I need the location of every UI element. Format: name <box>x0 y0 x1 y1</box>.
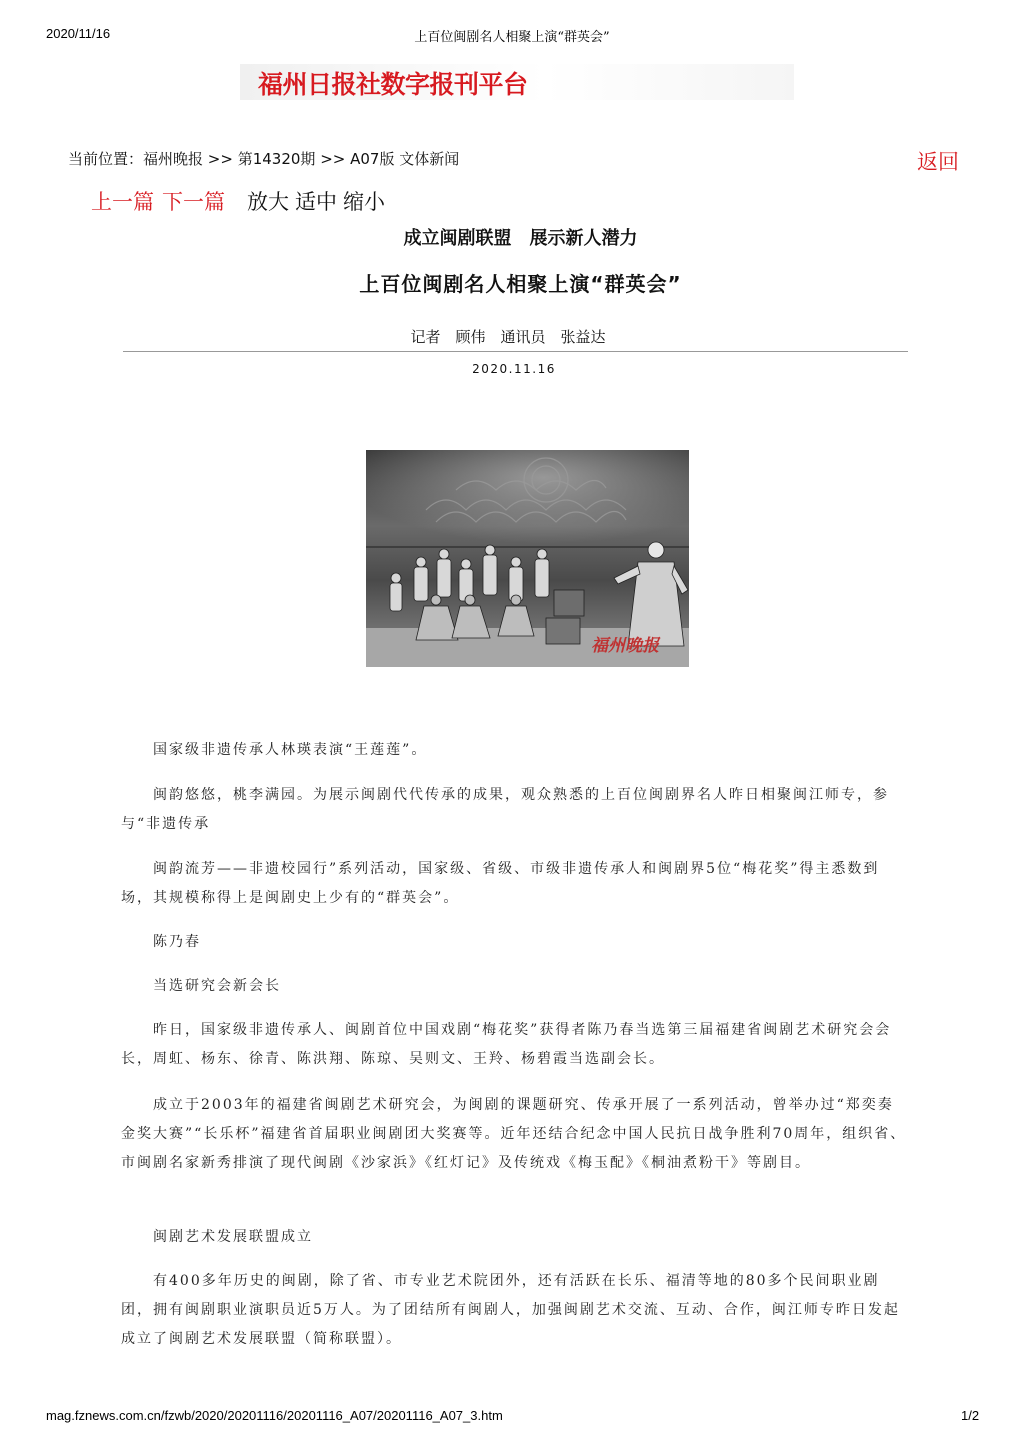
zoom-fit-link[interactable]: 适中 <box>295 190 337 214</box>
zoom-in-link[interactable]: 放大 <box>247 190 289 214</box>
article-paragraph: 有400多年历史的闽剧，除了省、市专业艺术院团外，还有活跃在长乐、福清等地的80多个民间职业剧团，拥有闽剧职业演职员近5万人。为了团结所有闽剧人，加强闽剧艺术交流、互动、合作，闽江师专昨日发起成立了闽剧艺术发展联盟（简称联盟）。 <box>121 1273 900 1347</box>
masthead-title: 福州日报社数字报刊平台 <box>258 70 528 99</box>
article-paragraph: 成立于2003年的福建省闽剧艺术研究会，为闽剧的课题研究、传承开展了一系列活动，曾举办过“郑奕奏金奖大赛”“长乐杯”福建省首届职业闽剧团大奖赛等。近年还结合纪念中国人民抗日战争胜利70周年，组织省、市闽剧名家新秀排演了现代闽剧《沙家浜》《红灯记》及传统戏《梅玉配》《桐油煮粉干》等剧目。 <box>121 1097 907 1171</box>
article-paragraph: 陈乃春 <box>153 934 201 950</box>
next-article-link[interactable]: 下一篇 <box>162 190 225 214</box>
print-url: mag.fznews.com.cn/fzwb/2020/20201116/20201116_A07/20201116_A07_3.htm <box>46 1408 503 1423</box>
article-byline: 记者 顾伟 通讯员 张益达 <box>410 328 606 346</box>
article-subtitle: 成立闽剧联盟 展示新人潜力 <box>403 228 638 249</box>
breadcrumb <box>68 148 459 169</box>
breadcrumb-separator: >> <box>315 150 351 168</box>
zoom-out-link[interactable]: 缩小 <box>343 190 385 214</box>
article-paragraph: 闽剧艺术发展联盟成立 <box>153 1229 313 1245</box>
article-paragraph: 国家级非遗传承人林瑛表演“王莲莲”。 <box>153 742 428 758</box>
breadcrumb-separator: >> <box>203 150 238 168</box>
breadcrumb-prefix: 当前位置： <box>68 150 144 168</box>
back-link[interactable]: 返回 <box>917 150 959 174</box>
prev-article-link[interactable]: 上一篇 <box>91 190 154 214</box>
article-title: 上百位闽剧名人相聚上演“群英会” <box>359 272 682 296</box>
article-nav <box>91 186 391 216</box>
article-paragraph: 闽韵悠悠，桃李满园。为展示闽剧代代传承的成果，观众熟悉的上百位闽剧界名人昨日相聚闽江师专，参与“非遗传承 <box>121 787 889 832</box>
breadcrumb-item-paper[interactable]: 福州晚报 <box>143 150 204 168</box>
print-page-number: 1/2 <box>961 1408 980 1423</box>
breadcrumb-item-issue[interactable]: 第14320期 <box>237 150 316 168</box>
article-date: 2020.11.16 <box>472 362 556 376</box>
title-divider <box>123 351 908 352</box>
masthead-banner[interactable] <box>240 64 794 100</box>
article-paragraph: 当选研究会新会长 <box>153 978 281 994</box>
article-photo <box>366 450 689 667</box>
photo-watermark: 福州晚报 <box>591 636 659 656</box>
article-paragraph: 闽韵流芳——非遗校园行”系列活动，国家级、省级、市级非遗传承人和闽剧界5位“梅花奖”得主悉数到场，其规模称得上是闽剧史上少有的“群英会”。 <box>121 861 880 906</box>
print-date: 2020/11/16 <box>46 26 111 41</box>
article-paragraph: 昨日，国家级非遗传承人、闽剧首位中国戏剧“梅花奖”获得者陈乃春当选第三届福建省闽剧艺术研究会会长，周虹、杨东、徐青、陈洪翔、陈琼、吴则文、王羚、杨碧霞当选副会长。 <box>121 1022 892 1067</box>
breadcrumb-item-page[interactable]: A07版 文体新闻 <box>350 150 460 168</box>
print-page-title: 上百位闽剧名人相聚上演“群英会” <box>414 30 610 45</box>
